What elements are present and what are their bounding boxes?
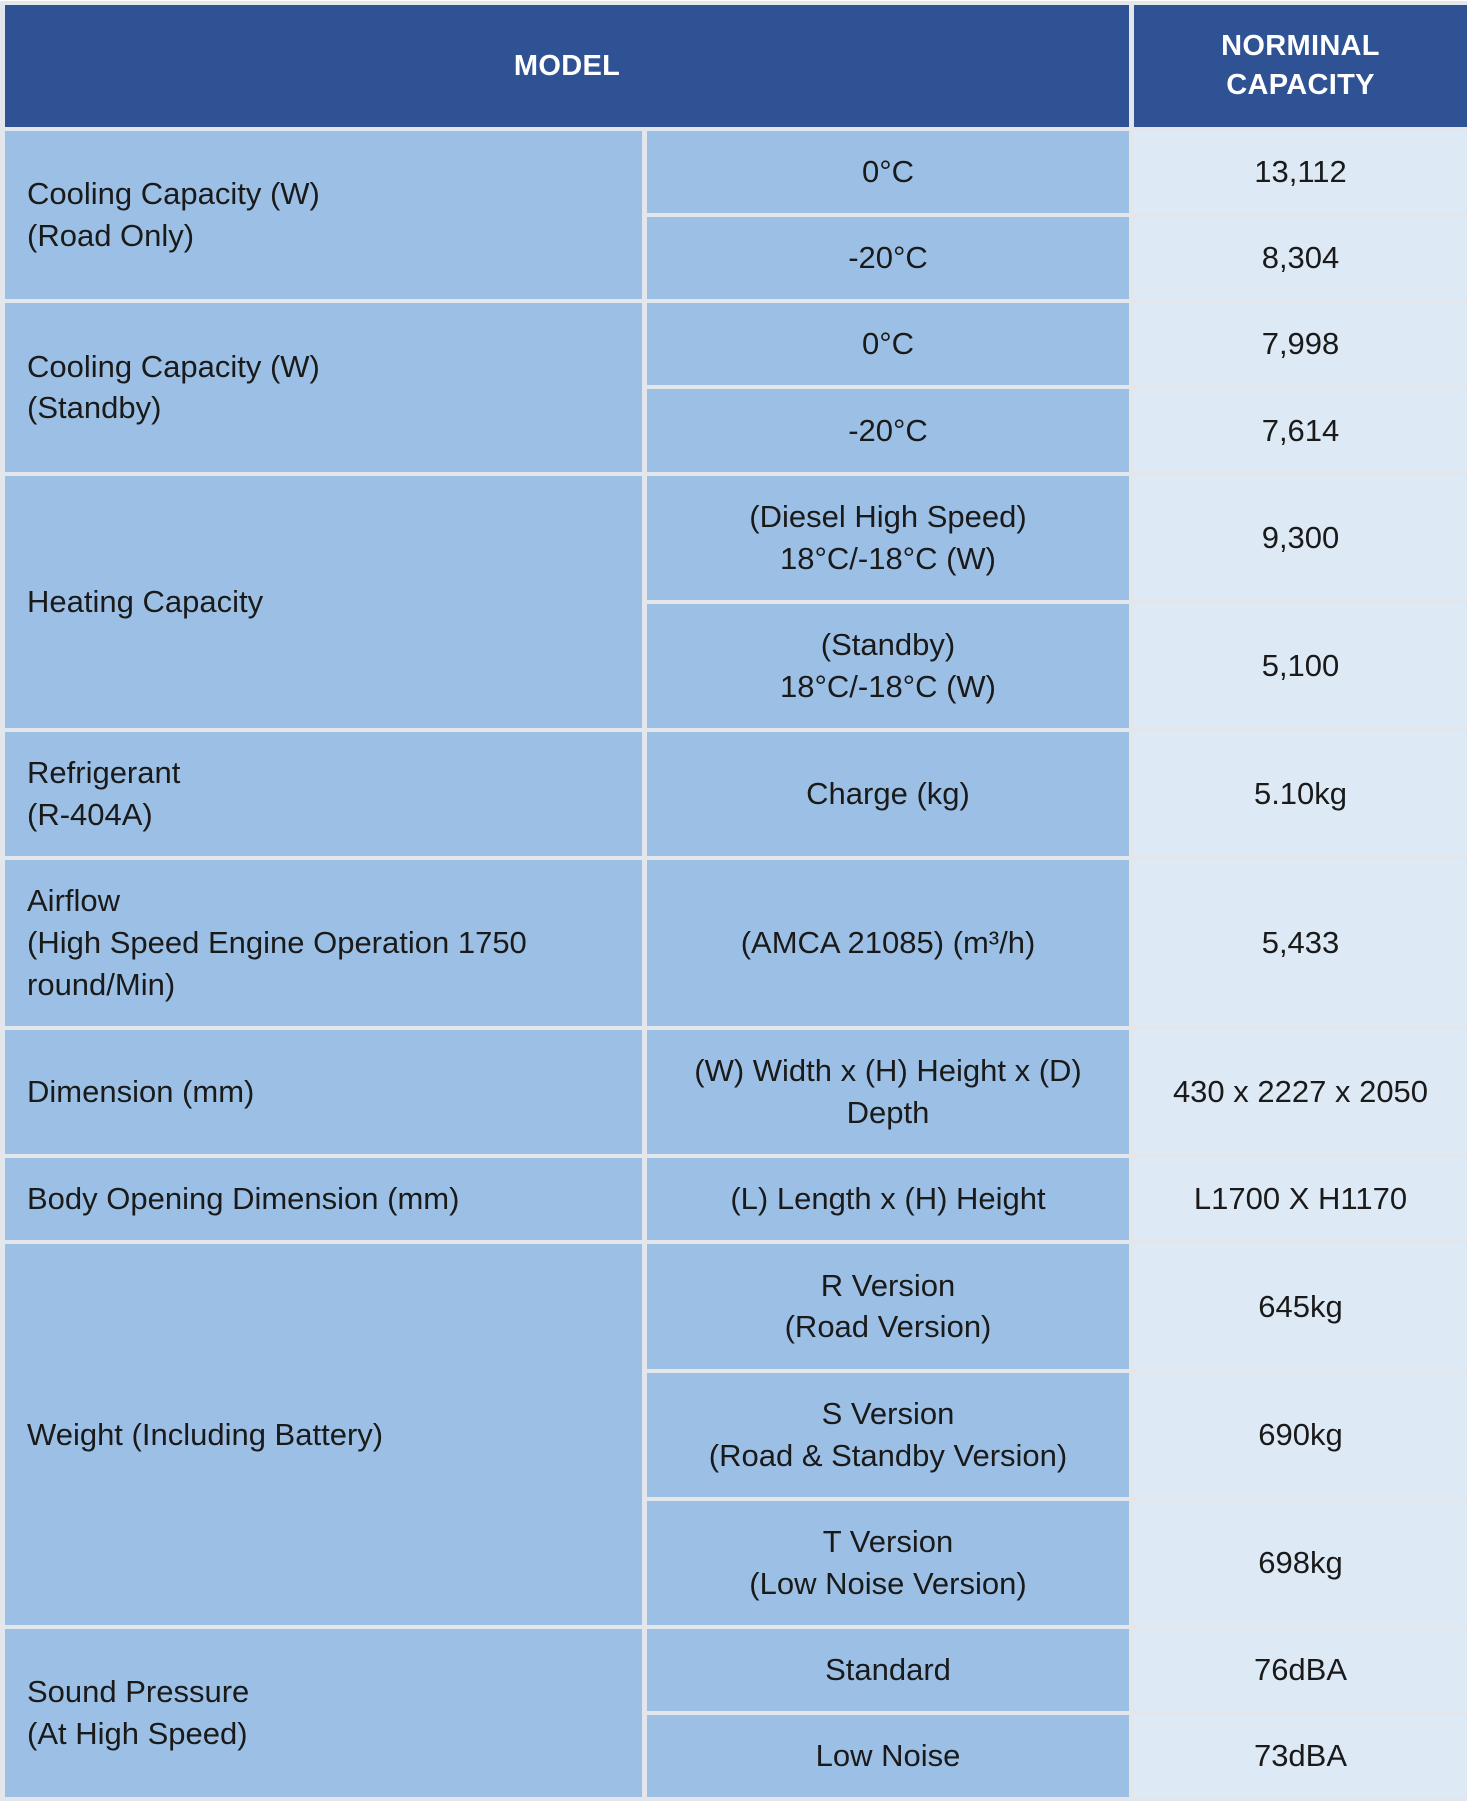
table-row [5, 860, 1467, 1026]
param-label-line: (At High Speed) [27, 1715, 248, 1751]
condition-cell: Charge (kg) [647, 732, 1129, 856]
param-label-line: (Road Only) [27, 218, 195, 254]
value-cell: 690kg [1134, 1373, 1467, 1497]
param-label-line: Refrigerant [27, 755, 181, 791]
param-cooling-road [5, 131, 642, 299]
condition-cell [647, 476, 1129, 600]
param-dimension: Dimension (mm) [5, 1030, 642, 1154]
condition-line: Depth [846, 1095, 930, 1131]
table-row [5, 1158, 1467, 1240]
value-cell: 7,614 [1134, 389, 1467, 471]
value-cell: 9,300 [1134, 476, 1467, 600]
condition-cell: Low Noise [647, 1715, 1129, 1797]
condition-cell: Standard [647, 1629, 1129, 1711]
table-row [5, 303, 1467, 385]
value-cell: 13,112 [1134, 131, 1467, 213]
condition-cell: -20°C [647, 217, 1129, 299]
param-weight: Weight (Including Battery) [5, 1244, 642, 1624]
param-label-line: Sound Pressure [27, 1674, 250, 1710]
condition-line: (Low Noise Version) [749, 1565, 1027, 1601]
condition-line: (Road & Standby Version) [708, 1437, 1068, 1473]
condition-line: 18°C/-18°C (W) [780, 668, 996, 704]
value-cell: 430 x 2227 x 2050 [1134, 1030, 1467, 1154]
param-label-line: (R-404A) [27, 796, 153, 832]
param-body-opening: Body Opening Dimension (mm) [5, 1158, 642, 1240]
header-model: MODEL [5, 5, 1129, 127]
value-cell: 5,100 [1134, 604, 1467, 728]
param-label-line: (Standby) [27, 390, 162, 426]
value-cell: 645kg [1134, 1244, 1467, 1368]
value-cell: 5,433 [1134, 860, 1467, 1026]
condition-cell [647, 1373, 1129, 1497]
condition-cell: (AMCA 21085) (m³/h) [647, 860, 1129, 1026]
value-cell: 5.10kg [1134, 732, 1467, 856]
condition-cell [647, 1501, 1129, 1625]
condition-cell: 0°C [647, 131, 1129, 213]
condition-line: T Version [822, 1523, 954, 1559]
header-capacity-line2: CAPACITY [1226, 69, 1375, 102]
condition-cell [647, 1244, 1129, 1368]
param-cooling-standby [5, 303, 642, 471]
header-capacity [1134, 5, 1467, 127]
param-label-line: Cooling Capacity (W) [27, 176, 320, 212]
condition-line: (Road Version) [784, 1309, 992, 1345]
condition-cell: (L) Length x (H) Height [647, 1158, 1129, 1240]
value-cell: 8,304 [1134, 217, 1467, 299]
table-row [5, 476, 1467, 600]
condition-cell: -20°C [647, 389, 1129, 471]
header-row [5, 5, 1467, 127]
param-refrigerant [5, 732, 642, 856]
condition-cell: 0°C [647, 303, 1129, 385]
value-cell: 7,998 [1134, 303, 1467, 385]
condition-line: (W) Width x (H) Height x (D) [694, 1053, 1082, 1089]
table-row [5, 1244, 1467, 1368]
condition-line: (Diesel High Speed) [749, 498, 1027, 534]
param-label-line: Airflow [27, 883, 121, 919]
condition-cell [647, 1030, 1129, 1154]
value-cell: 73dBA [1134, 1715, 1467, 1797]
param-heating: Heating Capacity [5, 476, 642, 728]
condition-line: R Version [820, 1267, 956, 1303]
condition-line: 18°C/-18°C (W) [780, 540, 996, 576]
condition-line: S Version [821, 1395, 955, 1431]
value-cell: 698kg [1134, 1501, 1467, 1625]
condition-line: (Standby) [820, 626, 956, 662]
param-sound-pressure [5, 1629, 642, 1797]
param-airflow [5, 860, 642, 1026]
value-cell: L1700 X H1170 [1134, 1158, 1467, 1240]
table-row [5, 131, 1467, 213]
table-row [5, 1030, 1467, 1154]
param-label-line: round/Min) [27, 966, 176, 1002]
table-row [5, 1629, 1467, 1711]
table-row [5, 732, 1467, 856]
header-capacity-line1: NORMINAL [1221, 29, 1380, 62]
condition-cell [647, 604, 1129, 728]
value-cell: 76dBA [1134, 1629, 1467, 1711]
specifications-table [0, 1, 1467, 1801]
param-label-line: Cooling Capacity (W) [27, 348, 320, 384]
param-label-line: (High Speed Engine Operation 1750 [27, 925, 527, 961]
